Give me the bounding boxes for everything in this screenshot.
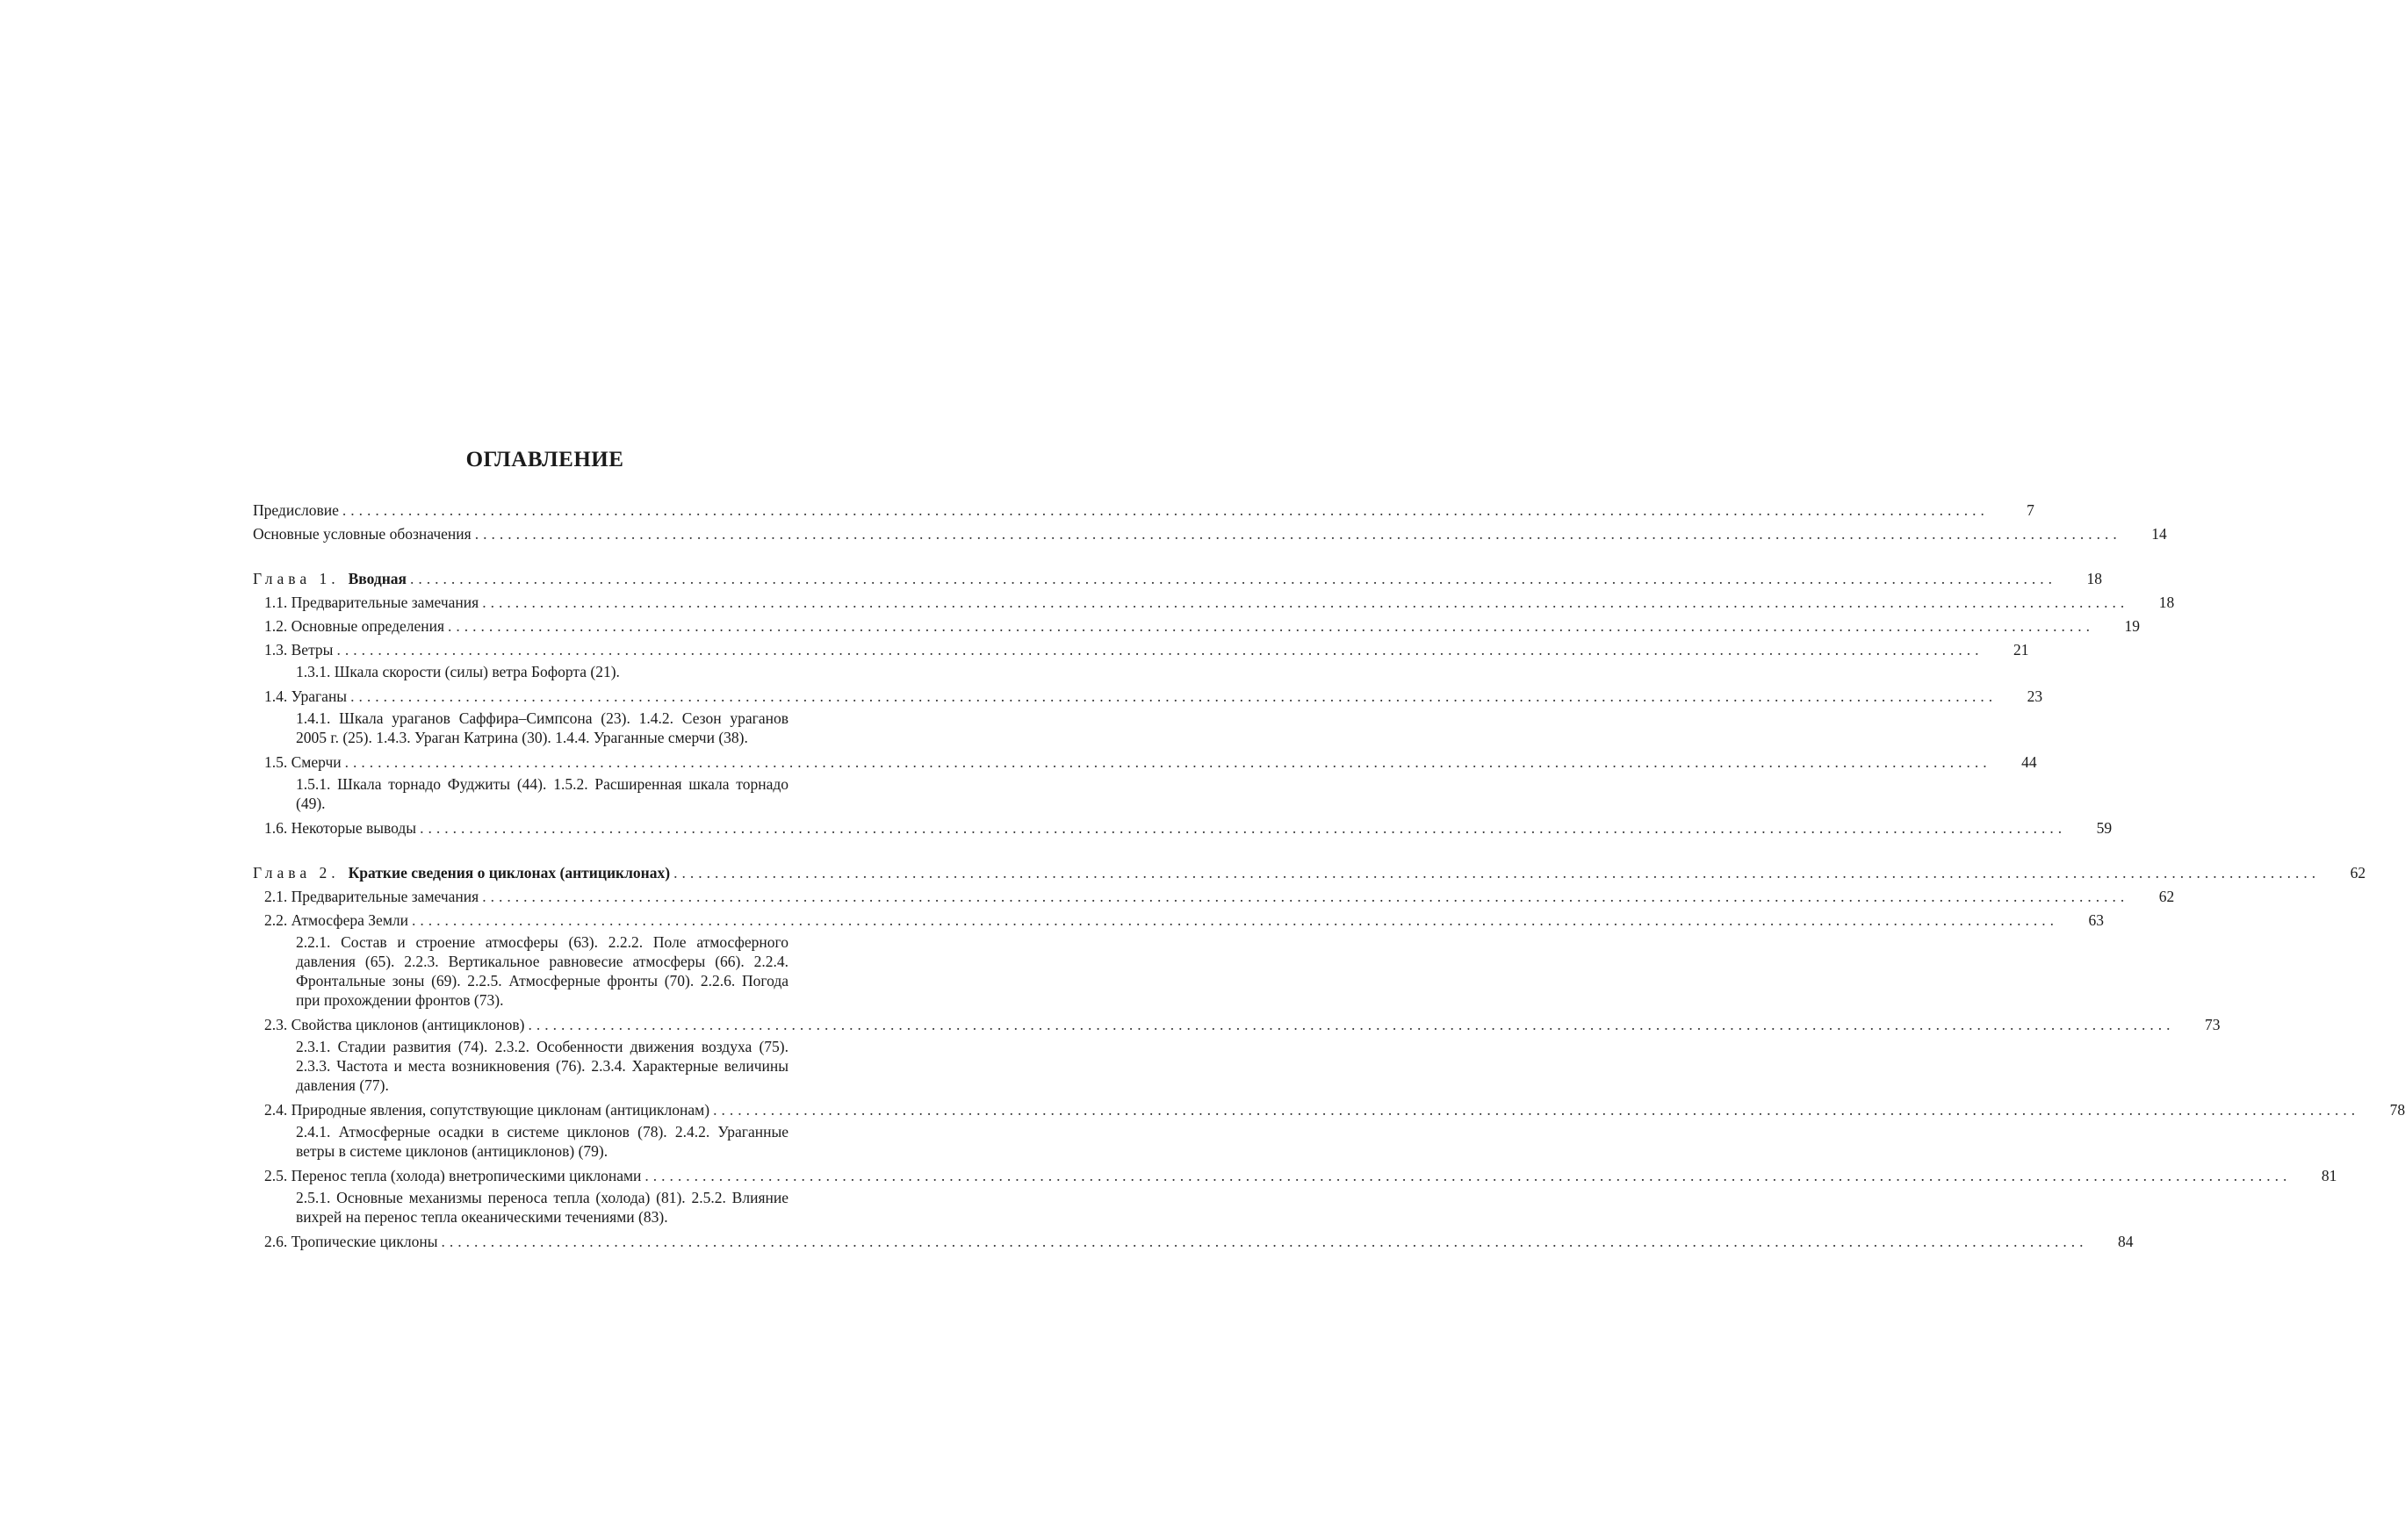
dot-leader: ........................................................................................................................................................................................................ [474,525,2121,543]
toc-entry-front[interactable] [253,499,2034,522]
page-number: 62 [2158,888,2175,905]
entry-label [264,909,408,932]
entry-label [264,751,342,774]
dot-leader: ........................................................................................................................................................................................................ [673,864,2321,882]
subsection-list: 1.3.1. Шкала скорости (силы) ветра Бофорта (21). [296,663,620,680]
section-label: 2.6. Тропические циклоны [264,1233,438,1250]
page-number: 21 [2013,641,2029,658]
toc-entry-section[interactable] [253,591,2175,614]
spacer [253,840,834,861]
page-number: 18 [2086,570,2103,587]
dot-leader: ........................................................................................................................................................................................................ [482,888,2129,905]
subsection-list: 2.4.1. Атмосферные осадки в системе циклонов (78). 2.4.2. Ураганные ветры в системе циклонов (антициклонов) (79). [296,1123,788,1160]
dot-leader: ........................................................................................................................................................................................................ [713,1101,2360,1119]
page-number: 14 [2151,525,2167,543]
page-title: ОГЛАВЛЕНИЕ [465,448,624,471]
page-number: 84 [2118,1233,2134,1250]
page-number: 63 [2088,911,2104,929]
section-label: 1.3. Ветры [264,641,334,658]
toc-entry-chapter[interactable] [253,861,2366,884]
section-label: 2.3. Свойства циклонов (антициклонов) [264,1016,525,1033]
page-number: 59 [2096,819,2113,837]
section-label: 1.4. Ураганы [264,687,348,705]
toc-entry-section[interactable] [253,1164,2337,1187]
toc-entry-section[interactable] [253,751,2037,774]
section-label: 2.2. Атмосфера Земли [264,911,408,929]
section-label: 2.1. Предварительные замечания [264,888,479,905]
entry-label [264,591,479,614]
dot-leader: ........................................................................................................................................................................................................ [412,911,2058,929]
entry-label [264,885,479,908]
page-number: 73 [2205,1016,2221,1033]
dot-leader: ........................................................................................................................................................................................................ [350,687,1998,705]
page-number: 19 [2124,617,2141,635]
toc-entry-section[interactable] [253,1098,2405,1121]
section-label: 1.1. Предварительные замечания [264,594,479,611]
toc-entry-section[interactable] [253,615,2141,637]
entry-label [264,1230,438,1253]
dot-leader: ........................................................................................................................................................................................................ [482,594,2129,611]
page-number: 18 [2158,594,2175,611]
dot-leader: ........................................................................................................................................................................................................ [448,617,2095,635]
spacer [253,546,834,567]
dot-leader: ........................................................................................................................................................................................................ [342,501,1989,519]
chapter-name: Краткие сведения о циклонах (антициклонах) [348,864,671,882]
dot-leader: ........................................................................................................................................................................................................ [410,570,2057,587]
subsection-list: 1.4.1. Шкала ураганов Саффира–Симпсона (23). 1.4.2. Сезон ураганов 2005 г. (25). 1.4.3. Ураган Катрина (30). 1.4.4. Ураганные смерчи (38). [296,709,788,746]
toc-entry-section[interactable] [253,817,2113,839]
toc-entry-section[interactable] [253,1013,2221,1036]
page-number: 23 [2027,687,2043,705]
subsection-list: 1.5.1. Шкала торнадо Фуджиты (44). 1.5.2. Расширенная шкала торнадо (49). [296,775,788,812]
page-number: 44 [2021,753,2037,771]
front-label: Предисловие [253,501,339,519]
section-label: 2.5. Перенос тепла (холода) внетропическими циклонами [264,1167,642,1184]
entry-label [264,638,333,661]
page-number: 62 [2350,864,2366,882]
dot-leader: ........................................................................................................................................................................................................ [528,1016,2175,1033]
section-label: 1.6. Некоторые выводы [264,819,417,837]
entry-label [253,861,670,884]
dot-leader: ........................................................................................................................................................................................................ [441,1233,2088,1250]
chapter-prefix: Глава 2. [253,864,340,882]
page-number: 81 [2321,1167,2337,1184]
section-label: 1.2. Основные определения [264,617,445,635]
dot-leader: ........................................................................................................................................................................................................ [420,819,2067,837]
entry-label [264,1013,525,1036]
toc-entry-section[interactable] [253,1230,2134,1253]
chapter-prefix: Глава 1. [253,570,340,587]
entry-label [264,685,347,708]
entry-label [264,615,444,637]
section-label: 1.5. Смерчи [264,753,342,771]
toc-entry-front[interactable] [253,522,2167,545]
chapter-name: Вводная [348,570,407,587]
entry-label [253,522,472,545]
page-number: 78 [2389,1101,2405,1119]
toc-entry-section[interactable] [253,885,2175,908]
entry-label [253,567,407,590]
table-of-contents [253,499,2405,1254]
entry-label [264,817,416,839]
front-label: Основные условные обозначения [253,525,472,543]
entry-label [264,1164,641,1187]
toc-entry-section[interactable] [253,909,2104,932]
subsection-list: 2.3.1. Стадии развития (74). 2.3.2. Особенности движения воздуха (75). 2.3.3. Частота и места возникновения (76). 2.3.4. Характерные величины давления (77). [296,1038,788,1094]
section-label: 2.4. Природные явления, сопутствующие циклонам (антициклонам) [264,1101,710,1119]
page-number: 7 [2027,501,2034,519]
entry-label [253,499,339,522]
toc-entry-section[interactable] [253,638,2029,661]
dot-leader: ........................................................................................................................................................................................................ [644,1167,2292,1184]
subsection-list: 2.5.1. Основные механизмы переноса тепла (холода) (81). 2.5.2. Влияние вихрей на перенос тепла океаническими течениями (83). [296,1189,788,1226]
dot-leader: ........................................................................................................................................................................................................ [336,641,1984,658]
dot-leader: ........................................................................................................................................................................................................ [344,753,1991,771]
subsection-list: 2.2.1. Состав и строение атмосферы (63). 2.2.2. Поле атмосферного давления (65). 2.2.3. Вертикальное равновесие атмосферы (66). 2.2.4. Фронтальные зоны (69). 2.2.5. Атмосферные фронты (70). 2.2.6. Погода при прохождении фронтов (73). [296,933,788,1009]
entry-label [264,1098,709,1121]
toc-entry-chapter[interactable] [253,567,2103,590]
toc-entry-section[interactable] [253,685,2043,708]
